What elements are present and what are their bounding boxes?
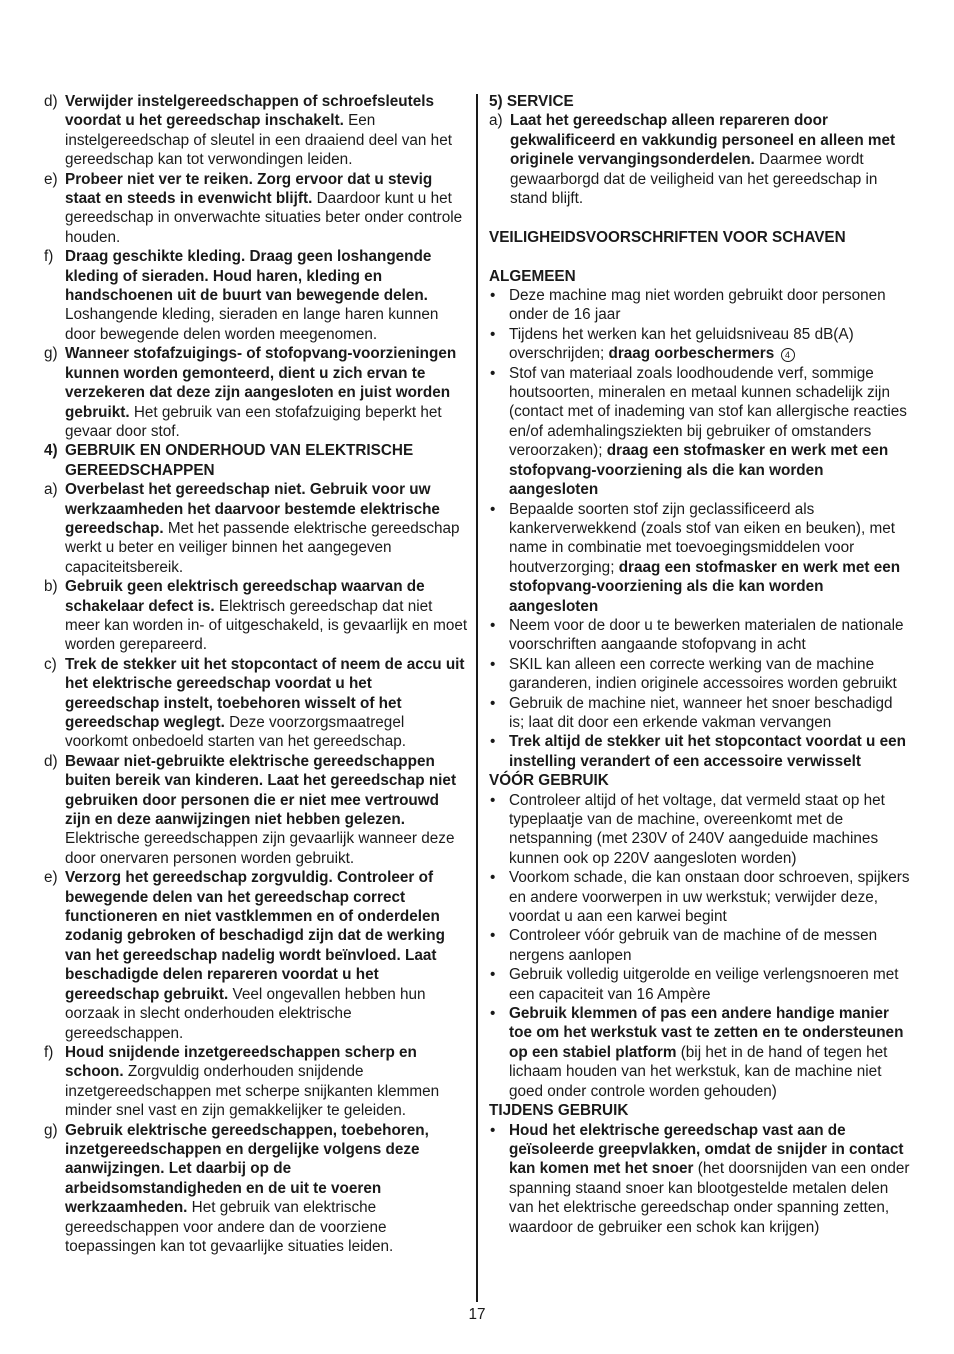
bullet-text: Tijdens het werken kan het geluidsniveau 85 dB(A) overschrijden;	[509, 325, 854, 363]
list-item	[44, 1043, 468, 1121]
bullet-text: Neem voor de door u te bewerken materialen de nationale voorschriften aangaande stofopvang in acht	[509, 616, 904, 654]
item-marker: d)	[44, 752, 58, 770]
item-text: Een instelgereedschap of sleutel in een draaiend deel van het gereedschap kan tot verwondingen leiden.	[65, 112, 452, 169]
item-bold-text: Bewaar niet-gebruikte elektrische gereedschappen buiten bereik van kinderen. Laat het gereedschap niet gebruiken door personen die er niet mee vertrouwd zijn en deze aanwijzingen niet hebben gelezen.	[65, 752, 457, 829]
bullet-bold-text: Trek altijd de stekker uit het stopcontact voordat u een instelling verandert of een accessoire verwisselt	[509, 733, 906, 770]
bullet-marker: •	[490, 869, 496, 887]
section-number: 4)	[44, 442, 58, 460]
bullet-text: SKIL kan alleen een correcte werking van de machine garanderen, indien originele accessoires worden gebruikt	[509, 655, 897, 693]
list-item	[489, 111, 911, 208]
left-column	[44, 92, 468, 1256]
item-marker: e)	[44, 170, 58, 188]
bullet-marker: •	[490, 325, 496, 343]
item-bold-text: Overbelast het gereedschap niet. Gebruik voor uw werkzaamheden het daarvoor bestemde elektrische gereedschap.	[65, 481, 440, 537]
item-marker: b)	[44, 578, 58, 596]
list-item	[44, 170, 468, 248]
item-text: Loshangende kleding, sieraden en lange haren kunnen door bewegende delen worden meegenomen.	[65, 306, 439, 343]
page-number: 17	[468, 1306, 486, 1323]
bullet-marker: •	[490, 1005, 496, 1023]
list-item	[44, 577, 468, 655]
item-bold-text: Draag geschikte kleding. Draag geen loshangende kleding of sieraden. Houd haren, kleding en handschoenen uit de buurt van bewegende delen.	[65, 248, 432, 305]
item-bold-text: Verwijder instelgereedschappen of schroefsleutels voordat u het gereedschap inschakelt.	[65, 93, 434, 130]
bullet-marker: •	[490, 364, 496, 382]
column-divider	[476, 94, 478, 1302]
service-heading: 5) SERVICE	[489, 93, 574, 110]
bullet-item	[489, 694, 911, 733]
bullet-marker: •	[490, 733, 496, 751]
bullet-text: Controleer vóór gebruik van de machine of de messen nergens aanlopen	[509, 927, 878, 964]
bullet-marker: •	[490, 791, 496, 809]
list-item	[44, 655, 468, 752]
item-text: Zorgvuldig onderhouden snijdende inzetgereedschappen met scherpe snijkanten klemmen minder snel vast en zijn gemakkelijker te geleiden.	[65, 1063, 440, 1120]
bullet-bold-text: Houd het elektrische gereedschap vast aan de geïsoleerde greepvlakken, omdat de snijder in contact kan komen met het snoer	[509, 1121, 904, 1178]
item-bold-text: Houd snijdende inzetgereedschappen scherp en schoon.	[65, 1043, 417, 1081]
bullet-item	[489, 500, 911, 616]
item-marker: g)	[44, 1121, 58, 1139]
bullet-text: Controleer altijd of het voltage, dat vermeld staat op het typeplaatje van de machine, overeenkomt met de netspanning (met 230V of 240V aangeduide machines kunnen ook op 220V aangesloten worden)	[509, 791, 885, 867]
bullet-item	[489, 926, 911, 965]
item-marker: c)	[44, 655, 57, 673]
item-marker: f)	[44, 248, 54, 266]
item-text: Elektrisch gereedschap dat niet meer kan worden in- of uitgeschakeld, is gevaarlijk en moet worden gerepareerd.	[65, 597, 468, 654]
figure-reference-number: 4	[781, 348, 795, 362]
item-bold-text: Gebruik geen elektrisch gereedschap waarvan de schakelaar defect is.	[65, 578, 425, 615]
item-text: Daardoor kunt u het gereedschap in onverwachte situaties beter onder controle houden.	[65, 190, 463, 246]
bullet-item	[489, 791, 911, 869]
list-item	[44, 247, 468, 344]
section-title: GEBRUIK EN ONDERHOUD VAN ELEKTRISCHE GEREEDSCHAPPEN	[65, 442, 414, 479]
during-use-heading: TIJDENS GEBRUIK	[489, 1102, 629, 1120]
bullet-marker: •	[490, 966, 496, 984]
bullet-item	[489, 868, 911, 926]
list-item	[44, 480, 468, 577]
general-heading: ALGEMEEN	[489, 267, 576, 285]
bullet-marker: •	[490, 1121, 496, 1139]
section-heading	[44, 441, 468, 480]
bullet-item	[489, 364, 911, 500]
bullet-text: Deze machine mag niet worden gebruikt door personen onder de 16 jaar	[509, 287, 886, 324]
item-bold-text: Wanneer stofafzuigings- of stofopvang-voorzieningen kunnen worden gemonteerd, dient u zich ervan te verzekeren dat deze zijn aangesloten en juist worden gebruikt.	[65, 345, 457, 421]
right-column	[489, 92, 911, 1237]
bullet-bold-text: draag een stofmasker en werk met een stofopvang-voorziening als die kan worden aangesloten	[509, 558, 901, 615]
bullet-item	[489, 325, 911, 364]
bullet-marker: •	[490, 927, 496, 945]
bullet-text-after: (het doorsnijden van een onder spanning staand snoer kan blootgestelde metalen delen van het elektrische gereedschap onder spanning zetten, waardoor de gebruiker een schok kan krijgen)	[509, 1160, 910, 1236]
list-item	[44, 92, 468, 170]
bullet-item	[489, 732, 911, 771]
bullet-item	[489, 655, 911, 694]
bullet-item	[489, 286, 911, 325]
bullet-bold-text: draag een stofmasker en werk met een stofopvang-voorziening als die kan worden aangesloten	[509, 442, 889, 499]
before-use-heading: VÓÓR GEBRUIK	[489, 772, 609, 790]
bullet-item	[489, 1004, 911, 1101]
item-marker: d)	[44, 93, 58, 110]
bullet-item	[489, 965, 911, 1004]
item-marker: e)	[44, 869, 58, 887]
item-text: Veel ongevallen hebben hun oorzaak in slecht onderhouden elektrische gereedschappen.	[65, 985, 426, 1042]
item-bold-text: Trek de stekker uit het stopcontact of neem de accu uit het elektrische gereedschap voordat u het gereedschap instelt, toebehoren wisselt of het gereedschap weglegt.	[65, 655, 465, 731]
item-marker: a)	[489, 112, 503, 130]
list-item	[44, 1121, 468, 1257]
item-text: Deze voorzorgsmaatregel voorkomt onbedoeld starten van het gereedschap.	[65, 714, 407, 751]
bullet-text: Gebruik de machine niet, wanneer het snoer beschadigd is; laat dit door een erkende vakman vervangen	[509, 694, 893, 731]
list-item	[44, 752, 468, 868]
item-text: Daarmee wordt gewaarborgd dat de veiligheid van het gereedschap in stand blijft.	[510, 151, 878, 208]
list-item	[44, 868, 468, 1043]
bullet-text: Bepaalde soorten stof zijn geclassificeerd als kankerverwekkend (zoals stof van eiken en beuken), met name in combinatie met toevoegingsmiddelen voor houtverzorging;	[509, 500, 896, 576]
bullet-item	[489, 1121, 911, 1237]
item-marker: f)	[44, 1043, 54, 1061]
item-text: Het gebruik van een stofafzuiging beperkt het gevaar door stof.	[65, 403, 442, 440]
item-bold-text: Probeer niet ver te reiken. Zorg ervoor dat u stevig staat en steeds in evenwicht blijft.	[65, 170, 433, 208]
bullet-marker: •	[490, 694, 496, 712]
bullet-marker: •	[490, 655, 496, 673]
item-marker: g)	[44, 345, 58, 363]
bullet-marker: •	[490, 616, 496, 634]
bullet-bold-text: Gebruik klemmen of pas een andere handige manier toe om het werkstuk vast te zetten en te ondersteunen op een stabiel platform	[509, 1005, 904, 1061]
bullet-text: Voorkom schade, die kan onstaan door schroeven, spijkers en andere voorwerpen in uw werkstuk; verwijder deze, voordat u aan een karwei begint	[509, 869, 910, 926]
item-text: Elektrische gereedschappen zijn gevaarlijk wanneer deze door onervaren personen worden gebruikt.	[65, 830, 455, 867]
safety-heading: VEILIGHEIDSVOORSCHRIFTEN VOOR SCHAVEN	[489, 228, 846, 246]
bullet-text: Stof van materiaal zoals loodhoudende verf, sommige houtsoorten, mineralen en metaal kunnen schadelijk zijn (contact met of inademing van stof kan allergische reacties en/of ademhalingsziekten bij gebruiker of omstanders veroorzaken);	[509, 364, 907, 460]
item-bold-text: Laat het gereedschap alleen repareren door gekwalificeerd en vakkundig personeel en alleen met originele vervangingsonderdelen.	[510, 112, 896, 169]
bullet-marker: •	[490, 500, 496, 518]
bullet-item	[489, 616, 911, 655]
item-marker: a)	[44, 481, 58, 499]
bullet-text: Gebruik volledig uitgerolde en veilige verlengsnoeren met een capaciteit van 16 Ampère	[509, 966, 899, 1003]
bullet-bold-text: draag oorbeschermers	[608, 345, 775, 363]
item-text: Het gebruik van elektrische gereedschappen voor andere dan de voorziene toepassingen kan tot gevaarlijke situaties leiden.	[65, 1199, 394, 1255]
list-item	[44, 344, 468, 441]
item-text: Met het passende elektrische gereedschap werkt u beter en veiliger binnen het aangegeven capaciteitsbereik.	[65, 519, 460, 576]
item-bold-text: Gebruik elektrische gereedschappen, toebehoren, inzetgereedschappen en dergelijke volgens deze aanwijzingen. Let daarbij op de arbeidsomstandigheden en de uit te voeren werkzaamheden.	[65, 1121, 429, 1217]
bullet-marker: •	[490, 287, 496, 305]
bullet-text-after: (bij het in de hand of tegen het lichaam houden van het werkstuk, kan de machine niet goed onder controle worden gehouden)	[509, 1043, 888, 1100]
item-bold-text: Verzorg het gereedschap zorgvuldig. Controleer of bewegende delen van het gereedschap correct functioneren en niet vastklemmen en of onderdelen zodanig gebroken of beschadigd zijn dat de werking van het gereedschap nadelig wordt beïnvloed. Laat beschadigde delen repareren voordat u het gereedschap gebruikt.	[65, 869, 445, 1003]
